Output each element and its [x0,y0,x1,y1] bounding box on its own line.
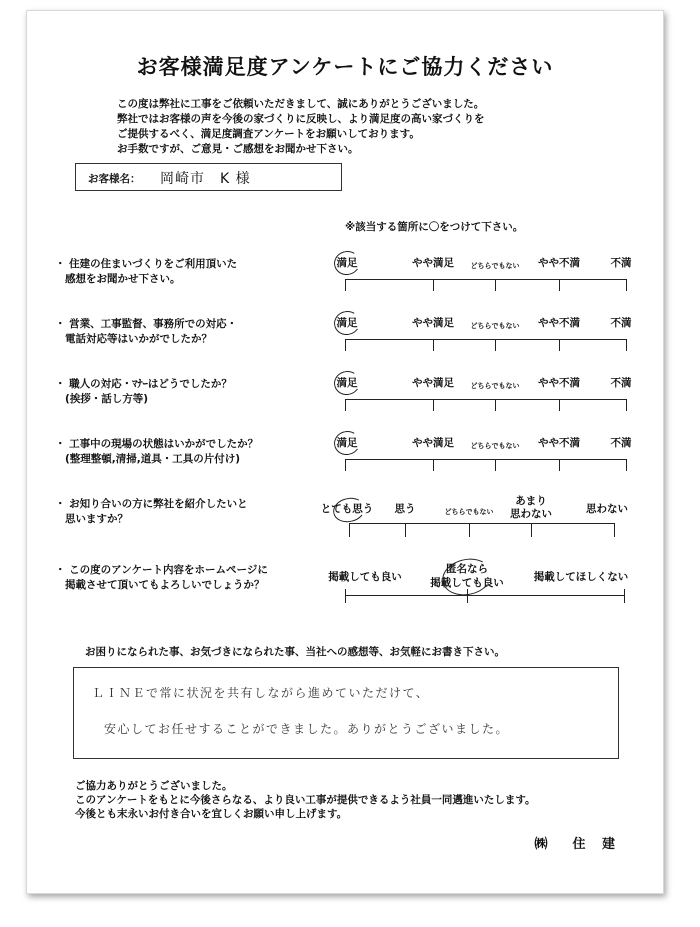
rating-scale-1 [327,257,635,307]
selection-circle [332,369,362,398]
option-somewhat-dissatisfied[interactable]: やや不満 [538,317,580,329]
scale-tick [345,589,346,603]
option-neutral[interactable]: どちらでもない [470,262,520,270]
page-title: お客様満足度アンケートにご協力ください [136,55,554,79]
option-somewhat-satisfied[interactable]: やや満足 [412,317,454,329]
question-text: ・ 営業、工事監督、事務所での対応・ [55,318,238,330]
option-neutral[interactable]: どちらでもない [470,322,520,330]
scale-tick [433,459,434,471]
comment-line: ＬＩＮＥで常に状況を共有しながら進めていただけて、 [92,686,430,700]
option-neutral[interactable]: どちらでもない [444,508,494,516]
option-ok-to-publish[interactable]: 掲載しても良い [328,571,402,583]
selection-circle [332,429,362,458]
rating-scale-2 [327,317,635,367]
option-somewhat-satisfied[interactable]: やや満足 [412,437,454,449]
option-dissatisfied[interactable]: 不満 [610,317,632,329]
scale-tick [349,523,350,537]
intro-line: 弊社ではお客様の声を今後の家づくりに反映し、より満足度の高い家づくりを [117,113,485,125]
scale-tick [405,523,406,537]
scale-axis [349,523,615,524]
free-comment-box[interactable] [73,667,619,759]
option-anonymous-line2[interactable]: 掲載しても良い [430,577,504,589]
question-2 [55,317,237,347]
option-agree[interactable]: 思う [394,503,416,515]
closing-line: ご協力ありがとうございました。 [75,780,233,792]
scale-tick [433,399,434,411]
question-6 [55,563,268,593]
option-somewhat-satisfied[interactable]: やや満足 [412,377,454,389]
scale-axis [345,279,627,280]
question-text: (整理整頓,清掃,道具・工具の片付け) [65,453,241,465]
option-strongly-agree[interactable]: とても思う [320,503,374,515]
option-do-not-publish[interactable]: 掲載してほしくない [533,571,629,583]
scale-tick [433,339,434,351]
scale-tick [626,399,627,411]
option-satisfied[interactable]: 満足 [336,257,358,269]
free-comment-label: お困りになられた事、お気づきになられた事、当社への感想等、お気軽にお書き下さい。 [85,646,505,658]
question-text: (挨拶・話し方等) [65,393,149,405]
question-text: 電話対応等はいかがでしたか？ [65,333,212,345]
rating-scale-6 [327,555,635,605]
option-dissatisfied[interactable]: 不満 [610,377,632,389]
customer-name-value: 岡崎市 K 様 [160,171,251,187]
option-neutral[interactable]: どちらでもない [470,442,520,450]
question-1 [55,257,237,287]
scale-tick [495,279,496,291]
question-text: ・ この度のアンケート内容をホームページに [55,564,268,576]
scale-axis [345,399,627,400]
intro-line: ご提供するべく、満足度調査アンケートをお願いしております。 [117,128,420,140]
option-somewhat-dissatisfied[interactable]: やや不満 [538,437,580,449]
scale-tick [626,279,627,291]
intro-line: お手数ですが、ご意見・ご感想をお聞かせ下さい。 [117,143,359,155]
rating-scale-4 [327,437,635,487]
closing-line: このアンケートをもとに今後さらなる、より良い工事が提供できるよう社員一同邁進いたします。 [75,794,536,806]
scale-tick [614,523,615,537]
option-dissatisfied[interactable]: 不満 [610,257,632,269]
question-text: ・ 職人の対応・ﾏﾅｰはどうでしたか？ [55,378,232,390]
closing-line: 今後とも末永いお付き合いを宜しくお願い申し上げます。 [75,808,348,820]
scale-tick [531,523,532,537]
question-4 [55,437,258,467]
scale-tick [626,459,627,471]
intro-line: この度は弊社に工事をご依頼いただきまして、誠にありがとうございました。 [117,98,485,110]
scale-tick [495,399,496,411]
closing-text [75,779,536,821]
question-text: 思いますか？ [65,513,128,525]
option-dissatisfied[interactable]: 不満 [610,437,632,449]
option-neutral[interactable]: どちらでもない [470,382,520,390]
scale-tick [495,459,496,471]
rating-scale-3 [327,377,635,427]
comment-line: 安心してお任せすることができました。ありがとうございました。 [104,722,510,736]
option-anonymous-line1[interactable]: 匿名なら [446,563,488,575]
company-signature: ㈱ 住 建 [534,837,621,852]
scale-tick [495,339,496,351]
option-not-really-line1[interactable]: あまり [515,495,547,507]
option-satisfied[interactable]: 満足 [336,437,358,449]
scale-axis [345,339,627,340]
scale-tick [345,279,346,291]
selection-circle [331,495,367,525]
option-satisfied[interactable]: 満足 [336,317,358,329]
scale-tick [559,399,560,411]
instruction-note: ※該当する箇所に〇をつけて下さい。 [345,221,524,233]
question-3 [55,377,232,407]
option-satisfied[interactable]: 満足 [336,377,358,389]
customer-name-label: お客様名： [88,173,141,185]
scale-tick [345,339,346,351]
question-text: 掲載させて頂いてもよろしいでしょうか？ [65,579,265,591]
question-text: ・ 住建の住まいづくりをご利用頂いた [55,258,238,270]
question-5 [55,497,248,527]
scale-tick [467,589,468,603]
scale-axis [345,595,625,596]
rating-scale-5 [320,495,635,545]
scale-tick [624,589,625,603]
question-text: ・ 工事中の現場の状態はいかがでしたか？ [55,438,259,450]
option-somewhat-satisfied[interactable]: やや満足 [412,257,454,269]
customer-name-box [75,163,342,191]
option-not-really-line2[interactable]: 思わない [510,508,552,520]
option-somewhat-dissatisfied[interactable]: やや不満 [538,257,580,269]
scale-tick [559,339,560,351]
question-text: 感想をお聞かせ下さい。 [65,273,181,285]
question-text: ・ お知り合いの方に弊社を紹介したいと [55,498,248,510]
scale-axis [345,459,627,460]
scale-tick [345,399,346,411]
scale-tick [345,459,346,471]
selection-circle [332,249,362,278]
selection-circle [332,309,362,338]
scale-tick [433,279,434,291]
scale-tick [626,339,627,351]
survey-sheet [26,10,664,894]
intro-text [117,97,485,157]
option-disagree[interactable]: 思わない [586,503,628,515]
option-somewhat-dissatisfied[interactable]: やや不満 [538,377,580,389]
scale-tick [559,279,560,291]
scale-tick [559,459,560,471]
scale-tick [469,523,470,537]
